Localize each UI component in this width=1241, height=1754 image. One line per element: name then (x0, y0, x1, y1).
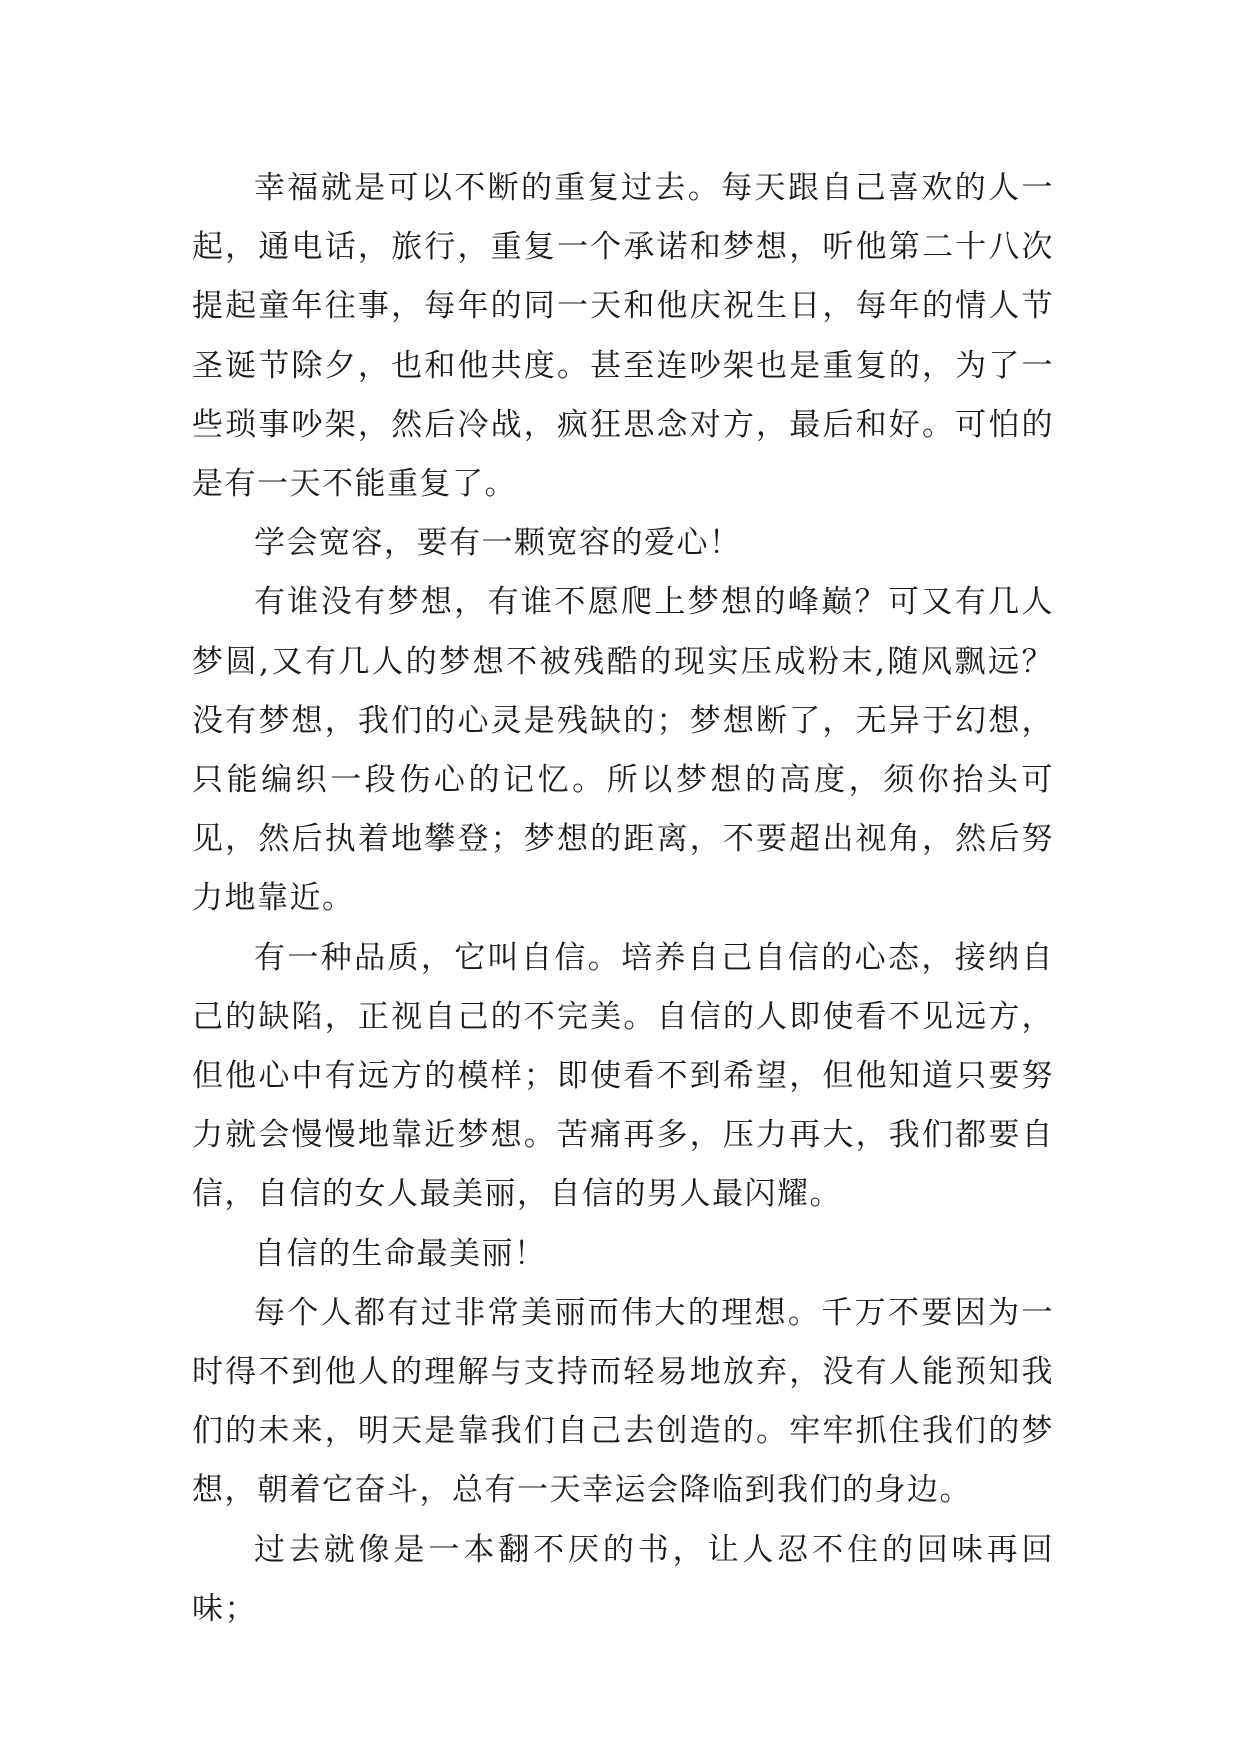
document-body (192, 159, 1054, 1639)
paragraph-confidence: 有一种品质，它叫自信。培养自己自信的心态，接纳自己的缺陷，正视自己的不完美。自信的人即使看不见远方，但他心中有远方的模样；即使看不到希望，但他知道只要努力就会慢慢地靠近梦想。苦痛再多，压力再大，我们都要自信，自信的女人最美丽，自信的男人最闪耀。 (192, 939, 1054, 1213)
paragraph-tolerance: 学会宽容，要有一颗宽容的爱心！ (254, 525, 742, 562)
paragraph-happiness: 幸福就是可以不断的重复过去。每天跟自己喜欢的人一起，通电话，旅行，重复一个承诺和梦想，听他第二十八次提起童年往事，每年的同一天和他庆祝生日，每年的情人节圣诞节除夕，也和他共度。甚至连吵架也是重复的，为了一些琐事吵架，然后冷战，疯狂思念对方，最后和好。可怕的是有一天不能重复了。 (192, 170, 1054, 503)
paragraph-past: 过去就像是一本翻不厌的书，让人忍不住的回味再回味； (192, 1531, 1054, 1627)
paragraph-confident-life: 自信的生命最美丽！ (254, 1235, 547, 1272)
paragraph-dreams: 有谁没有梦想，有谁不愿爬上梦想的峰巅？可又有几人梦圆,又有几人的梦想不被残酷的现实压成粉末,随风飘远？没有梦想，我们的心灵是残缺的；梦想断了，无异于幻想，只能编织一段伤心的记忆。所以梦想的高度，须你抬头可见，然后执着地攀登；梦想的距离，不要超出视角，然后努力地靠近。 (192, 584, 1054, 917)
paragraph-ideals: 每个人都有过非常美丽而伟大的理想。千万不要因为一时得不到他人的理解与支持而轻易地放弃，没有人能预知我们的未来，明天是靠我们自己去创造的。牢牢抓住我们的梦想，朝着它奋斗，总有一天幸运会降临到我们的身边。 (192, 1294, 1054, 1509)
